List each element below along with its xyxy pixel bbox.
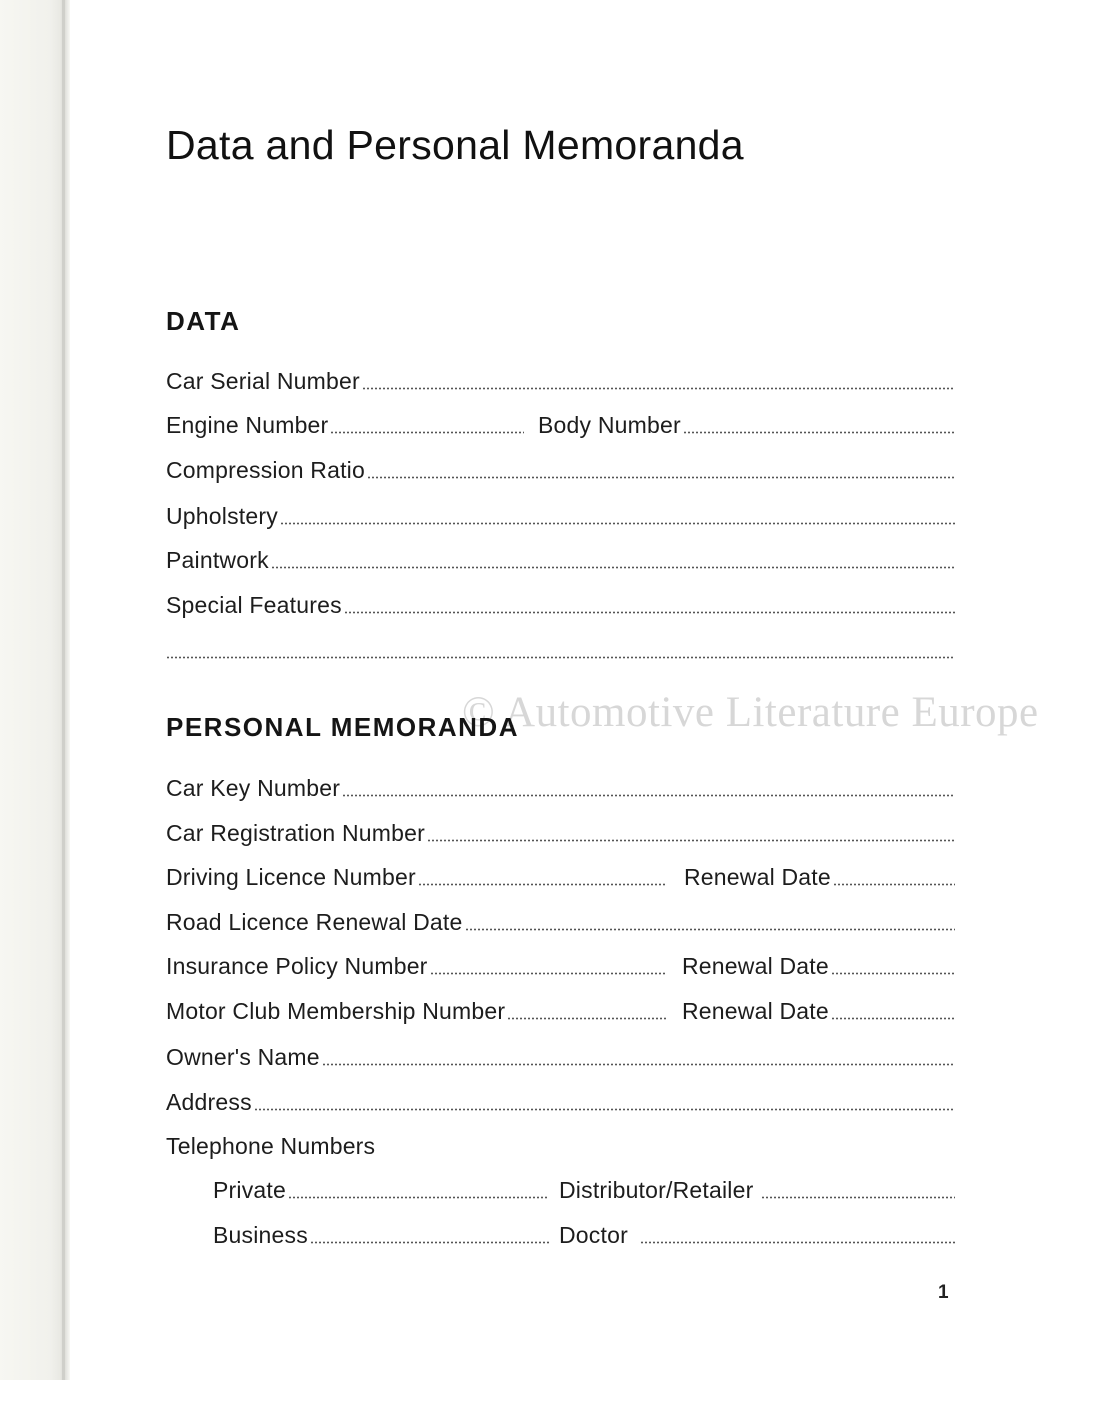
body-number-field[interactable] xyxy=(683,431,955,434)
car-serial-number-field[interactable] xyxy=(362,387,955,390)
driving-licence-renewal-date-label: Renewal Date xyxy=(684,864,831,890)
insurance-renewal-date-field[interactable] xyxy=(831,972,955,975)
page-number: 1 xyxy=(938,1282,949,1303)
page-title: Data and Personal Memoranda xyxy=(166,122,744,168)
road-licence-renewal-row xyxy=(166,902,955,934)
car-registration-number-row xyxy=(166,813,955,845)
paintwork-field[interactable] xyxy=(271,566,955,569)
car-key-number-field[interactable] xyxy=(342,794,955,797)
road-licence-renewal-date-field[interactable] xyxy=(465,928,955,931)
telephone-numbers-label: Telephone Numbers xyxy=(166,1133,376,1159)
engine-body-number-row xyxy=(166,405,955,437)
private-phone-label: Private xyxy=(213,1177,286,1203)
address-field[interactable] xyxy=(254,1108,955,1111)
engine-number-field[interactable] xyxy=(330,431,524,434)
doctor-label: Doctor xyxy=(559,1222,628,1248)
insurance-policy-number-field[interactable] xyxy=(430,972,666,975)
data-section-heading: DATA xyxy=(166,306,241,336)
address-label: Address xyxy=(166,1089,252,1115)
insurance-policy-number-label: Insurance Policy Number xyxy=(166,953,428,979)
car-key-number-label: Car Key Number xyxy=(166,775,341,801)
road-licence-renewal-date-label: Road Licence Renewal Date xyxy=(166,909,463,935)
watermark: © Automotive Literature Europe xyxy=(462,689,1039,736)
car-registration-number-field[interactable] xyxy=(427,839,955,842)
motor-club-row xyxy=(166,991,955,1023)
motor-club-renewal-date-label: Renewal Date xyxy=(682,998,829,1024)
telephone-numbers-row xyxy=(166,1126,955,1158)
upholstery-row xyxy=(166,496,955,528)
private-phone-field[interactable] xyxy=(288,1196,549,1199)
distributor-retailer-label: Distributor/Retailer xyxy=(559,1177,754,1203)
special-features-continuation-field[interactable] xyxy=(166,656,955,659)
special-features-row xyxy=(166,585,955,617)
business-phone-label: Business xyxy=(213,1222,308,1248)
owners-name-row xyxy=(166,1037,955,1069)
car-serial-number-row xyxy=(166,361,955,393)
car-serial-number-label: Car Serial Number xyxy=(166,368,360,394)
special-features-continuation-row xyxy=(166,630,955,662)
insurance-policy-row xyxy=(166,946,955,978)
special-features-field[interactable] xyxy=(344,611,955,614)
compression-ratio-field[interactable] xyxy=(367,476,955,479)
business-doctor-row xyxy=(213,1215,955,1247)
address-row xyxy=(166,1082,955,1114)
personal-memoranda-heading: PERSONAL MEMORANDA xyxy=(166,712,519,742)
engine-number-label: Engine Number xyxy=(166,412,329,438)
driving-licence-number-label: Driving Licence Number xyxy=(166,864,416,890)
compression-ratio-row xyxy=(166,450,955,482)
doctor-phone-field[interactable] xyxy=(640,1241,955,1244)
special-features-label: Special Features xyxy=(166,592,342,618)
car-key-number-row xyxy=(166,768,955,800)
motor-club-renewal-date-field[interactable] xyxy=(831,1017,955,1020)
motor-club-membership-number-label: Motor Club Membership Number xyxy=(166,998,506,1024)
private-distributor-row xyxy=(213,1170,955,1202)
distributor-retailer-field[interactable] xyxy=(761,1196,955,1199)
paintwork-row xyxy=(166,540,955,572)
compression-ratio-label: Compression Ratio xyxy=(166,457,365,483)
owners-name-field[interactable] xyxy=(322,1063,955,1066)
binding-shadow-line xyxy=(62,0,65,1380)
driving-licence-row xyxy=(166,857,955,889)
business-phone-field[interactable] xyxy=(310,1241,549,1244)
upholstery-field[interactable] xyxy=(280,522,955,525)
driving-licence-renewal-date-field[interactable] xyxy=(833,883,955,886)
upholstery-label: Upholstery xyxy=(166,503,278,529)
car-registration-number-label: Car Registration Number xyxy=(166,820,425,846)
driving-licence-number-field[interactable] xyxy=(418,883,666,886)
owners-name-label: Owner's Name xyxy=(166,1044,320,1070)
paintwork-label: Paintwork xyxy=(166,547,269,573)
insurance-renewal-date-label: Renewal Date xyxy=(682,953,829,979)
motor-club-membership-number-field[interactable] xyxy=(507,1017,666,1020)
page-binding-edge xyxy=(0,0,70,1380)
body-number-label: Body Number xyxy=(538,412,681,438)
